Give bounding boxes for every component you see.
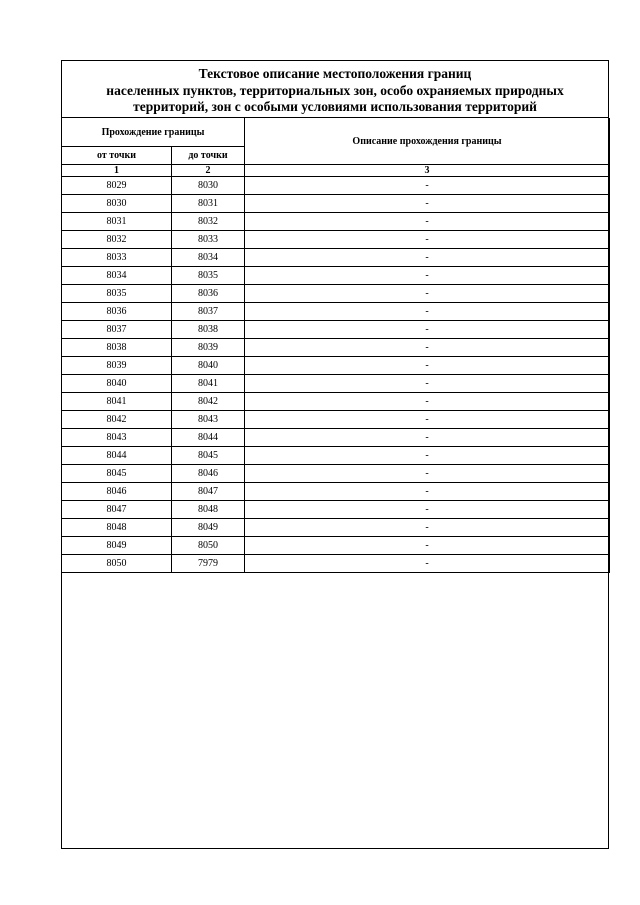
cell-description: - [245, 303, 610, 321]
cell-description: - [245, 231, 610, 249]
cell-to: 8038 [172, 321, 245, 339]
table-row [62, 177, 610, 195]
header-boundary-description: Описание прохождения границы [245, 118, 610, 165]
header-to-point: до точки [172, 147, 245, 165]
table-row [62, 375, 610, 393]
cell-from: 8048 [62, 519, 172, 537]
cell-from: 8039 [62, 357, 172, 375]
cell-description: - [245, 501, 610, 519]
table-row [62, 339, 610, 357]
table-row [62, 555, 610, 573]
cell-description: - [245, 411, 610, 429]
cell-to: 8048 [172, 501, 245, 519]
table-row [62, 213, 610, 231]
cell-from: 8050 [62, 555, 172, 573]
cell-from: 8042 [62, 411, 172, 429]
cell-to: 8030 [172, 177, 245, 195]
cell-from: 8045 [62, 465, 172, 483]
cell-to: 8032 [172, 213, 245, 231]
table-row [62, 195, 610, 213]
table-row [62, 465, 610, 483]
table-row [62, 519, 610, 537]
cell-from: 8044 [62, 447, 172, 465]
title-line: Текстовое описание местоположения границ [198, 66, 472, 81]
cell-to: 8039 [172, 339, 245, 357]
cell-to: 8050 [172, 537, 245, 555]
cell-description: - [245, 195, 610, 213]
table-row [62, 231, 610, 249]
cell-to: 8037 [172, 303, 245, 321]
cell-from: 8040 [62, 375, 172, 393]
column-number-2: 2 [172, 165, 245, 177]
table-row [62, 447, 610, 465]
cell-from: 8030 [62, 195, 172, 213]
cell-from: 8035 [62, 285, 172, 303]
cell-to: 8034 [172, 249, 245, 267]
cell-to: 8040 [172, 357, 245, 375]
cell-description: - [245, 249, 610, 267]
column-number-1: 1 [62, 165, 172, 177]
cell-description: - [245, 213, 610, 231]
table-row [62, 501, 610, 519]
cell-from: 8049 [62, 537, 172, 555]
cell-from: 8046 [62, 483, 172, 501]
table-row [62, 303, 610, 321]
cell-description: - [245, 465, 610, 483]
cell-to: 8044 [172, 429, 245, 447]
cell-description: - [245, 267, 610, 285]
table-row [62, 249, 610, 267]
cell-from: 8041 [62, 393, 172, 411]
cell-from: 8047 [62, 501, 172, 519]
cell-description: - [245, 483, 610, 501]
boundary-table [61, 118, 610, 573]
cell-description: - [245, 537, 610, 555]
cell-from: 8034 [62, 267, 172, 285]
cell-to: 8031 [172, 195, 245, 213]
table-row [62, 411, 610, 429]
cell-to: 8036 [172, 285, 245, 303]
cell-from: 8029 [62, 177, 172, 195]
cell-description: - [245, 375, 610, 393]
cell-from: 8037 [62, 321, 172, 339]
title-line: территорий, зон с особыми условиями использования территорий [133, 99, 537, 114]
cell-description: - [245, 555, 610, 573]
cell-from: 8031 [62, 213, 172, 231]
table-row [62, 429, 610, 447]
cell-to: 8046 [172, 465, 245, 483]
cell-from: 8043 [62, 429, 172, 447]
table-row [62, 537, 610, 555]
cell-to: 8043 [172, 411, 245, 429]
document-frame [61, 60, 609, 849]
cell-description: - [245, 177, 610, 195]
cell-description: - [245, 339, 610, 357]
cell-to: 8049 [172, 519, 245, 537]
cell-to: 8047 [172, 483, 245, 501]
cell-description: - [245, 519, 610, 537]
cell-description: - [245, 447, 610, 465]
cell-to: 8041 [172, 375, 245, 393]
cell-description: - [245, 429, 610, 447]
cell-description: - [245, 285, 610, 303]
table-row [62, 321, 610, 339]
cell-from: 8038 [62, 339, 172, 357]
column-number-3: 3 [245, 165, 610, 177]
table-row [62, 393, 610, 411]
cell-to: 8035 [172, 267, 245, 285]
document-title [62, 61, 608, 118]
cell-to: 8045 [172, 447, 245, 465]
table-row [62, 285, 610, 303]
cell-from: 8036 [62, 303, 172, 321]
cell-to: 8033 [172, 231, 245, 249]
cell-to: 8042 [172, 393, 245, 411]
cell-to: 7979 [172, 555, 245, 573]
cell-description: - [245, 393, 610, 411]
header-boundary-passage: Прохождение границы [62, 118, 245, 147]
cell-from: 8032 [62, 231, 172, 249]
table-body [62, 177, 610, 573]
header-from-point: от точки [62, 147, 172, 165]
cell-from: 8033 [62, 249, 172, 267]
table-row [62, 357, 610, 375]
cell-description: - [245, 321, 610, 339]
cell-description: - [245, 357, 610, 375]
table-row [62, 483, 610, 501]
title-line: населенных пунктов, территориальных зон, особо охраняемых природных [106, 82, 564, 98]
table-row [62, 267, 610, 285]
